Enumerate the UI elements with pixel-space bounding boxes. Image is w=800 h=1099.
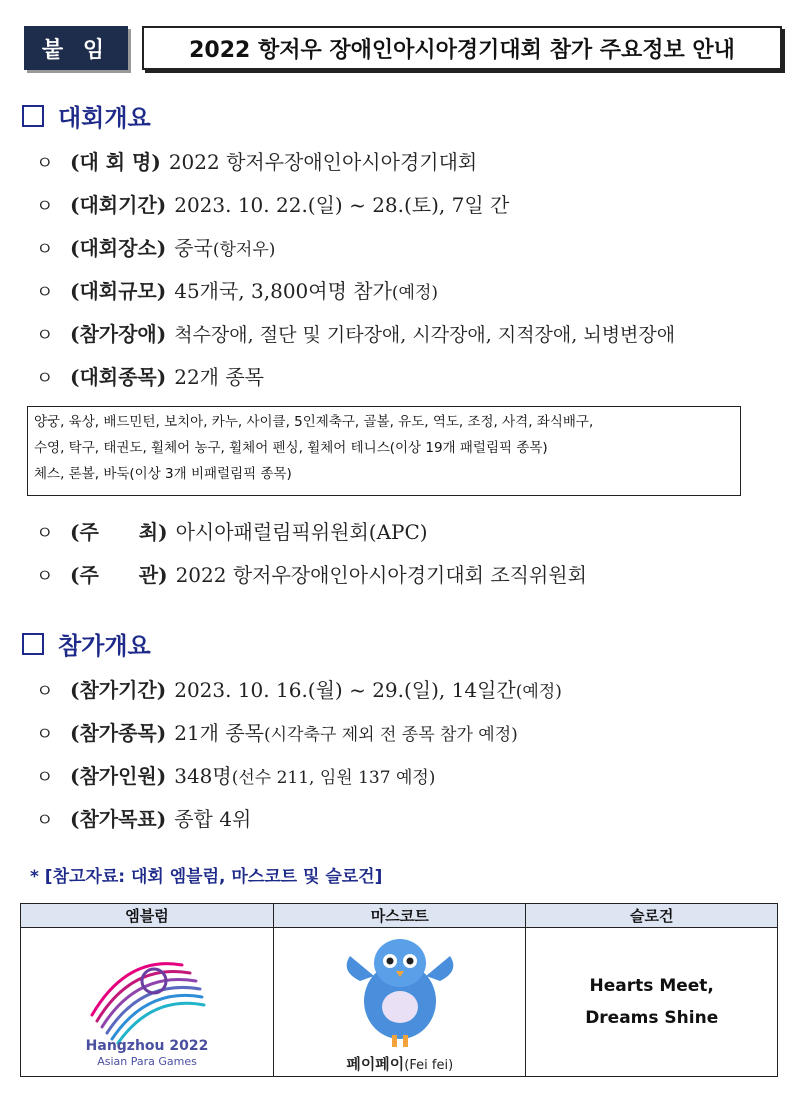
item-label: (대회규모) — [70, 279, 167, 303]
item-label: (참가기간) — [70, 678, 167, 702]
section-participation-heading — [22, 626, 151, 661]
emblem-cell — [21, 928, 274, 1077]
item-value: 아시아패럴림픽위원회(APC) — [175, 520, 428, 544]
list-item — [36, 232, 275, 261]
item-extra: (항저우) — [212, 240, 276, 260]
sports-list-box — [27, 406, 741, 496]
item-value: 척수장애, 절단 및 기타장애, 시각장애, 지적장애, 뇌병변장애 — [174, 324, 676, 346]
item-label: (참가장애) — [70, 322, 167, 346]
page-title: 2022 항저우 장애인아시아경기대회 참가 주요정보 안내 — [142, 26, 782, 70]
item-value: 348명 — [174, 764, 232, 788]
header-emblem: 엠블럼 — [21, 904, 274, 928]
sports-line: 수영, 탁구, 태권도, 휠체어 농구, 휠체어 펜싱, 휠체어 테니스(이상 19개 패럴림픽 종목) — [34, 440, 548, 456]
header — [24, 26, 782, 70]
bullet-icon: ㅇ — [36, 325, 54, 346]
item-value: 21개 종목 — [174, 721, 264, 745]
item-label: (참가종목) — [70, 721, 167, 745]
list-item — [36, 361, 264, 390]
bullet-icon: ㅇ — [36, 368, 54, 389]
slogan-cell — [526, 928, 778, 1077]
slogan-line2: Dreams Shine — [585, 1008, 719, 1028]
bullet-icon: ㅇ — [36, 282, 54, 303]
item-value: 45개국, 3,800여명 참가 — [174, 279, 392, 303]
bullet-icon: ㅇ — [36, 566, 54, 587]
square-icon — [22, 633, 44, 655]
item-value: 2023. 10. 16.(월) ~ 29.(일), 14일간 — [174, 678, 516, 702]
list-item — [36, 760, 435, 789]
item-extra: (선수 211, 임원 137 예정) — [231, 768, 436, 788]
list-item — [36, 189, 509, 218]
item-label: (대회장소) — [70, 236, 167, 260]
mascot-name: 페이페이 — [346, 1055, 405, 1073]
item-value: 2022 항저우장애인아시아경기대회 — [168, 150, 478, 174]
item-extra: (시각축구 제외 전 종목 참가 예정) — [264, 725, 518, 745]
sports-line: 체스, 론볼, 바둑(이상 3개 비패럴림픽 종목) — [34, 466, 292, 482]
bullet-icon: ㅇ — [36, 523, 54, 544]
item-label: (대회종목) — [70, 365, 167, 389]
square-icon — [22, 105, 44, 127]
item-label: (참가목표) — [70, 807, 167, 831]
list-item — [36, 559, 587, 588]
section-participation-title: 참가개요 — [58, 632, 151, 660]
bullet-icon: ㅇ — [36, 810, 54, 831]
bullet-icon: ㅇ — [36, 681, 54, 702]
mascot-name-en: (Fei fei) — [404, 1058, 454, 1073]
section-overview-heading — [22, 98, 151, 133]
item-value: 2023. 10. 22.(일) ~ 28.(토), 7일 간 — [174, 193, 510, 217]
header-mascot: 마스코트 — [274, 904, 526, 928]
bullet-icon: ㅇ — [36, 239, 54, 260]
bullet-icon: ㅇ — [36, 153, 54, 174]
reference-table — [20, 903, 778, 1077]
section-overview-title: 대회개요 — [58, 104, 151, 132]
item-label: (주 관) — [70, 563, 168, 587]
mascot-cell — [274, 928, 526, 1077]
list-item — [36, 803, 251, 832]
list-item — [36, 516, 428, 545]
item-label: (대 회 명) — [70, 150, 161, 174]
list-item — [36, 717, 518, 746]
item-value: 중국 — [174, 236, 213, 260]
reference-title: * [참고자료: 대회 엠블럼, 마스코트 및 슬로건] — [30, 867, 383, 887]
item-label: (주 최) — [70, 520, 168, 544]
header-slogan: 슬로건 — [526, 904, 778, 928]
item-label: (참가인원) — [70, 764, 167, 788]
emblem-subtext: Asian Para Games — [97, 1055, 197, 1068]
slogan-line1: Hearts Meet, — [589, 976, 714, 996]
emblem-text: Hangzhou 2022 — [85, 1038, 209, 1054]
list-item — [36, 674, 562, 703]
bullet-icon: ㅇ — [36, 196, 54, 217]
list-item — [36, 146, 477, 175]
mascot-caption — [274, 1053, 525, 1074]
bullet-icon: ㅇ — [36, 767, 54, 788]
bullet-icon: ㅇ — [36, 724, 54, 745]
item-extra: (예정) — [391, 283, 439, 303]
item-value: 종합 4위 — [174, 807, 252, 831]
attachment-tag: 붙 임 — [24, 26, 128, 70]
item-value: 2022 항저우장애인아시아경기대회 조직위원회 — [175, 563, 587, 587]
item-value: 22개 종목 — [174, 365, 264, 389]
list-item — [36, 275, 438, 304]
item-extra: (예정) — [515, 682, 562, 702]
list-item — [36, 318, 675, 347]
mascot-bird-icon — [340, 931, 460, 1051]
sports-line: 양궁, 육상, 배드민턴, 보치아, 카누, 사이클, 5인제축구, 골볼, 유도, 역도, 조정, 사격, 좌식배구, — [34, 414, 594, 430]
item-label: (대회기간) — [70, 193, 167, 217]
